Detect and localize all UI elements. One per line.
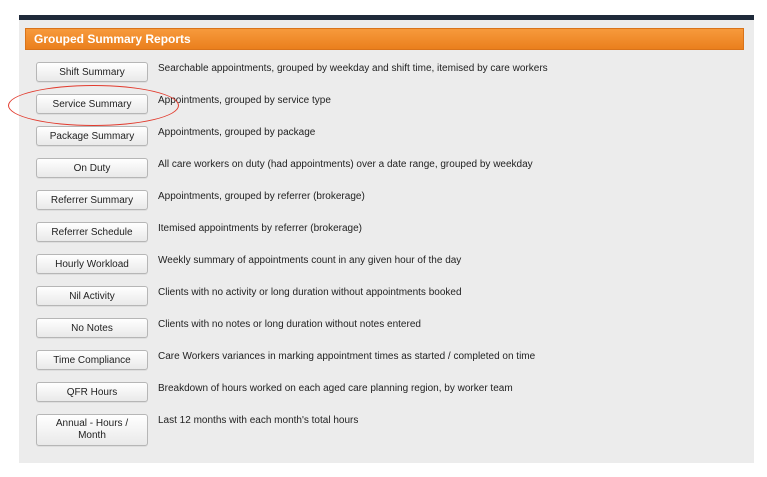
time-compliance-button[interactable]: Time Compliance (36, 350, 148, 370)
qfr-hours-description: Breakdown of hours worked on each aged care planning region, by worker team (158, 383, 513, 394)
nil-activity-description: Clients with no activity or long duration without appointments booked (158, 287, 462, 298)
service-summary-description: Appointments, grouped by service type (158, 95, 331, 106)
hourly-workload-button[interactable]: Hourly Workload (36, 254, 148, 274)
hourly-workload-description: Weekly summary of appointments count in any given hour of the day (158, 255, 462, 266)
referrer-schedule-description: Itemised appointments by referrer (brokerage) (158, 223, 362, 234)
highlight-circle (8, 85, 179, 126)
referrer-summary-description: Appointments, grouped by referrer (brokerage) (158, 191, 365, 202)
time-compliance-description: Care Workers variances in marking appointment times as started / completed on time (158, 351, 536, 362)
shift-summary-button[interactable]: Shift Summary (36, 62, 148, 82)
referrer-schedule-button[interactable]: Referrer Schedule (36, 222, 148, 242)
on-duty-description: All care workers on duty (had appointments) over a date range, grouped by weekday (158, 159, 533, 170)
no-notes-description: Clients with no notes or long duration without notes entered (158, 319, 421, 330)
nil-activity-button[interactable]: Nil Activity (36, 286, 148, 306)
package-summary-description: Appointments, grouped by package (158, 127, 316, 138)
annual-hours-month-description: Last 12 months with each month's total hours (158, 415, 359, 426)
annual-hours-month-button[interactable]: Annual - Hours / Month (36, 414, 148, 446)
referrer-summary-button[interactable]: Referrer Summary (36, 190, 148, 210)
on-duty-button[interactable]: On Duty (36, 158, 148, 178)
qfr-hours-button[interactable]: QFR Hours (36, 382, 148, 402)
package-summary-button[interactable]: Package Summary (36, 126, 148, 146)
service-summary-button[interactable]: Service Summary (36, 94, 148, 114)
shift-summary-description: Searchable appointments, grouped by weekday and shift time, itemised by care workers (158, 63, 548, 74)
section-header: Grouped Summary Reports (25, 28, 744, 50)
no-notes-button[interactable]: No Notes (36, 318, 148, 338)
